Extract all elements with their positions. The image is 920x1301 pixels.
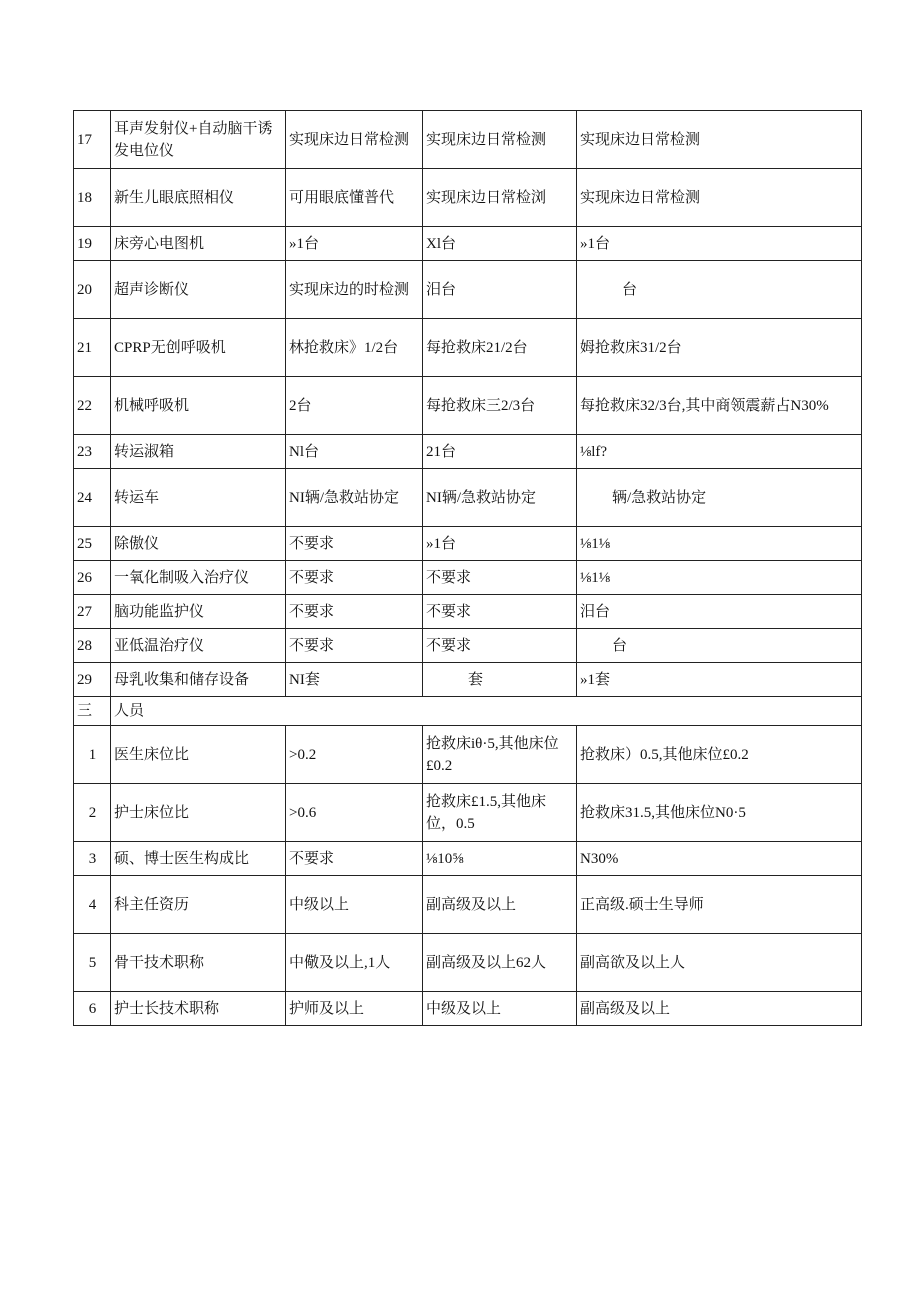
level-b-value: 副高级及以上 — [423, 876, 577, 934]
table-row — [74, 377, 862, 435]
row-number: 6 — [74, 992, 111, 1026]
level-a-value: Nl台 — [286, 435, 423, 469]
table-row — [74, 726, 862, 784]
level-b-value: 抢救床iθ·5,其他床位£0.2 — [423, 726, 577, 784]
table-row — [74, 169, 862, 227]
level-a-value: 可用眼底懂普代 — [286, 169, 423, 227]
item-name: 医生床位比 — [111, 726, 286, 784]
table-row — [74, 629, 862, 663]
level-a-value: 不要求 — [286, 842, 423, 876]
table-row — [74, 227, 862, 261]
level-a-value: NI套 — [286, 663, 423, 697]
row-number: 28 — [74, 629, 111, 663]
section-title: 人员 — [111, 697, 862, 726]
level-a-value: 实现床边的时检测 — [286, 261, 423, 319]
table-row — [74, 469, 862, 527]
level-c-value: 实现床边日常检测 — [577, 169, 862, 227]
table-row — [74, 876, 862, 934]
level-c-value: N30% — [577, 842, 862, 876]
level-a-value: 中儆及以上,1人 — [286, 934, 423, 992]
row-number: 1 — [74, 726, 111, 784]
level-b-value: 实现床边日常检测 — [423, 111, 577, 169]
level-c-value: ⅛1⅛ — [577, 561, 862, 595]
level-b-value: 中级及以上 — [423, 992, 577, 1026]
level-b-value: 不要求 — [423, 629, 577, 663]
level-b-value: ⅛10⅝ — [423, 842, 577, 876]
level-c-value: 实现床边日常检测 — [577, 111, 862, 169]
level-c-value: 台 — [577, 629, 862, 663]
level-c-value: 正高级.硕士生导师 — [577, 876, 862, 934]
level-a-value: 2台 — [286, 377, 423, 435]
table-row — [74, 992, 862, 1026]
row-number: 2 — [74, 784, 111, 842]
level-a-value: 不要求 — [286, 527, 423, 561]
level-c-value: 汨台 — [577, 595, 862, 629]
table-row — [74, 784, 862, 842]
level-a-value: 不要求 — [286, 595, 423, 629]
table-row — [74, 111, 862, 169]
item-name: 护士床位比 — [111, 784, 286, 842]
row-number: 3 — [74, 842, 111, 876]
level-c-value: ⅛1⅛ — [577, 527, 862, 561]
item-name: 床旁心电图机 — [111, 227, 286, 261]
level-b-value: 21台 — [423, 435, 577, 469]
level-a-value: 实现床边日常检测 — [286, 111, 423, 169]
item-name: 超声诊断仪 — [111, 261, 286, 319]
level-b-value: 抢救床£1.5,其他床位，0.5 — [423, 784, 577, 842]
item-name: 骨干技术职称 — [111, 934, 286, 992]
level-b-value: Xl台 — [423, 227, 577, 261]
item-name: 母乳收集和储存设备 — [111, 663, 286, 697]
row-number: 26 — [74, 561, 111, 595]
level-a-value: 不要求 — [286, 629, 423, 663]
level-c-value: 抢救床31.5,其他床位N0·5 — [577, 784, 862, 842]
table-body — [74, 111, 862, 1026]
level-c-value: 每抢救床32/3台,其中商领震薪占N30% — [577, 377, 862, 435]
level-c-value: 姆抢救床31/2台 — [577, 319, 862, 377]
table-row — [74, 595, 862, 629]
table-row — [74, 527, 862, 561]
level-c-value: 台 — [577, 261, 862, 319]
item-name: 护士长技术职称 — [111, 992, 286, 1026]
level-c-value: ⅛lf? — [577, 435, 862, 469]
item-name: 转运车 — [111, 469, 286, 527]
level-b-value: 副高级及以上62人 — [423, 934, 577, 992]
level-b-value: NI辆/急救站协定 — [423, 469, 577, 527]
item-name: 亚低温治疗仪 — [111, 629, 286, 663]
table-row — [74, 663, 862, 697]
section-row — [74, 697, 862, 726]
level-c-value: »1台 — [577, 227, 862, 261]
item-name: 耳声发射仪+自动脑干诱发电位仪 — [111, 111, 286, 169]
table-row — [74, 261, 862, 319]
table-row — [74, 842, 862, 876]
row-number: 18 — [74, 169, 111, 227]
item-name: 新生儿眼底照相仪 — [111, 169, 286, 227]
level-a-value: 不要求 — [286, 561, 423, 595]
level-b-value: 每抢救床三2/3台 — [423, 377, 577, 435]
table-row — [74, 934, 862, 992]
item-name: 机械呼吸机 — [111, 377, 286, 435]
table-row — [74, 319, 862, 377]
level-a-value: NI辆/急救站协定 — [286, 469, 423, 527]
standards-table — [73, 110, 862, 1026]
row-number: 23 — [74, 435, 111, 469]
item-name: 一氧化制吸入治疗仪 — [111, 561, 286, 595]
equipment-staff-table-sheet — [73, 110, 861, 1026]
item-name: CPRP无创呼吸机 — [111, 319, 286, 377]
item-name: 硕、博士医生构成比 — [111, 842, 286, 876]
item-name: 转运淑箱 — [111, 435, 286, 469]
section-number: 三 — [74, 697, 111, 726]
level-c-value: »1套 — [577, 663, 862, 697]
row-number: 25 — [74, 527, 111, 561]
level-b-value: »1台 — [423, 527, 577, 561]
row-number: 22 — [74, 377, 111, 435]
item-name: 科主任资历 — [111, 876, 286, 934]
row-number: 27 — [74, 595, 111, 629]
table-row — [74, 435, 862, 469]
level-c-value: 抢救床）0.5,其他床位£0.2 — [577, 726, 862, 784]
level-b-value: 每抢救床21/2台 — [423, 319, 577, 377]
row-number: 4 — [74, 876, 111, 934]
item-name: 脑功能监护仪 — [111, 595, 286, 629]
row-number: 19 — [74, 227, 111, 261]
level-a-value: >0.6 — [286, 784, 423, 842]
row-number: 21 — [74, 319, 111, 377]
level-b-value: 汨台 — [423, 261, 577, 319]
level-a-value: 中级以上 — [286, 876, 423, 934]
level-b-value: 实现床边日常检浏 — [423, 169, 577, 227]
level-c-value: 副高级及以上 — [577, 992, 862, 1026]
table-row — [74, 561, 862, 595]
item-name: 除傲仪 — [111, 527, 286, 561]
level-b-value: 不要求 — [423, 595, 577, 629]
level-b-value: 不要求 — [423, 561, 577, 595]
level-c-value: 辆/急救站协定 — [577, 469, 862, 527]
row-number: 17 — [74, 111, 111, 169]
row-number: 29 — [74, 663, 111, 697]
level-c-value: 副高欲及以上人 — [577, 934, 862, 992]
row-number: 20 — [74, 261, 111, 319]
row-number: 24 — [74, 469, 111, 527]
level-a-value: »1台 — [286, 227, 423, 261]
level-a-value: >0.2 — [286, 726, 423, 784]
level-a-value: 护师及以上 — [286, 992, 423, 1026]
level-b-value: 套 — [423, 663, 577, 697]
level-a-value: 林抢救床》1/2台 — [286, 319, 423, 377]
row-number: 5 — [74, 934, 111, 992]
